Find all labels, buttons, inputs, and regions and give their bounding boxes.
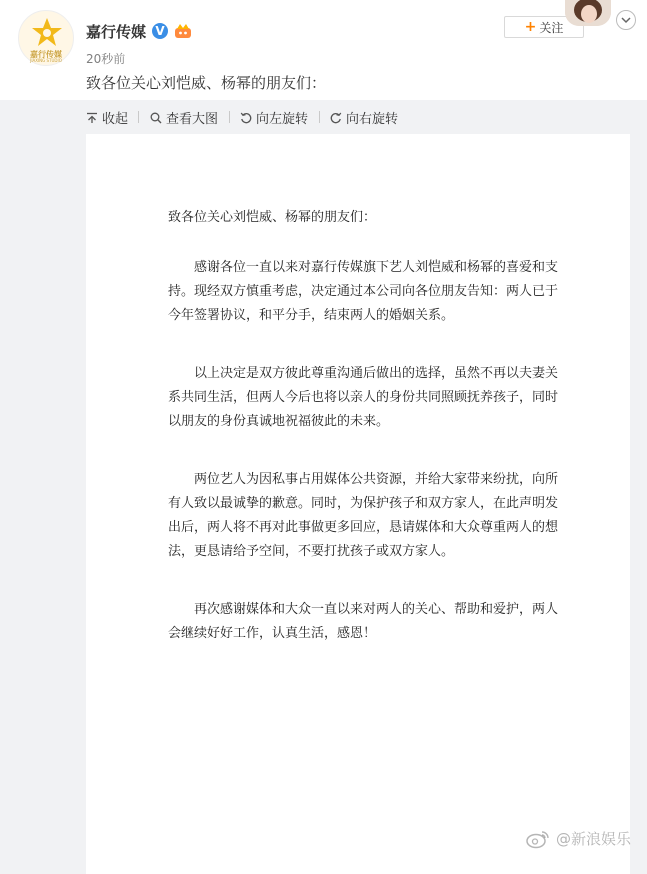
watermark-text: @新浪娱乐	[556, 830, 632, 848]
chevron-down-icon	[617, 11, 635, 29]
follow-label: 关注	[539, 20, 564, 35]
logo-text: 嘉行传媒	[30, 50, 62, 59]
star-logo-icon	[31, 17, 63, 47]
name-row	[86, 20, 192, 42]
logo-subtext: JIAXING STUDIO	[30, 58, 62, 63]
collapse-label: 收起	[102, 112, 129, 127]
rotate-right-label: 向右旋转	[346, 112, 399, 127]
statement-image[interactable]	[86, 134, 630, 874]
collapse-icon	[86, 112, 98, 124]
rotate-left-icon	[240, 112, 252, 124]
collapse-button[interactable]	[86, 108, 128, 127]
plus-icon: +	[524, 19, 537, 35]
statement-document	[168, 206, 558, 680]
magnifier-icon	[150, 112, 162, 124]
statement-paragraph: 两位艺人为因私事占用媒体公共资源，并给大家带来纷扰，向所有人致以最诚挚的歉意。同时，为保护孩子和双方家人，在此声明发出后，两人将不再对此事做更多回应，恳请媒体和大众尊重两人的想法，更恳请给予空间，不要打扰孩子或双方家人。	[168, 472, 559, 559]
post-header	[0, 0, 647, 100]
avatar[interactable]	[565, 0, 611, 26]
statement-paragraph: 感谢各位一直以来对嘉行传媒旗下艺人刘恺威和杨幂的喜爱和支持。现经双方慎重考虑，决定通过本公司向各位朋友告知：两人已于今年签署协议，和平分手，结束两人的婚姻关系。	[168, 260, 559, 323]
rotate-right-button[interactable]	[330, 108, 398, 127]
post-text: 致各位关心刘恺威、杨幂的朋友们：	[86, 74, 327, 92]
image-toolbar	[0, 100, 647, 134]
view-large-label: 查看大图	[166, 112, 219, 127]
toolbar-divider	[138, 111, 139, 123]
account-logo[interactable]	[18, 10, 74, 66]
rotate-left-button[interactable]	[240, 108, 308, 127]
statement-paragraph: 再次感谢媒体和大众一直以来对两人的关心、帮助和爱护，两人会继续好好工作，认真生活，感恩！	[168, 602, 559, 641]
statement-salutation: 致各位关心刘恺威、杨幂的朋友们：	[168, 210, 377, 225]
post-time[interactable]: 20秒前	[86, 52, 126, 66]
verified-badge-icon[interactable]: V	[152, 23, 168, 39]
rotate-right-icon	[330, 112, 342, 124]
member-crown-icon[interactable]	[174, 23, 192, 39]
more-options-button[interactable]	[616, 10, 636, 30]
toolbar-divider	[319, 111, 320, 123]
rotate-left-label: 向左旋转	[256, 112, 309, 127]
username[interactable]: 嘉行传媒	[86, 22, 147, 41]
weibo-logo-icon	[526, 829, 550, 849]
statement-paragraph: 以上决定是双方彼此尊重沟通后做出的选择，虽然不再以夫妻关系共同生活，但两人今后也将以亲人的身份共同照顾抚养孩子，同时以朋友的身份真诚地祝福彼此的未来。	[168, 366, 559, 429]
sina-watermark	[526, 828, 631, 849]
toolbar-divider	[229, 111, 230, 123]
view-large-button[interactable]	[150, 108, 218, 127]
